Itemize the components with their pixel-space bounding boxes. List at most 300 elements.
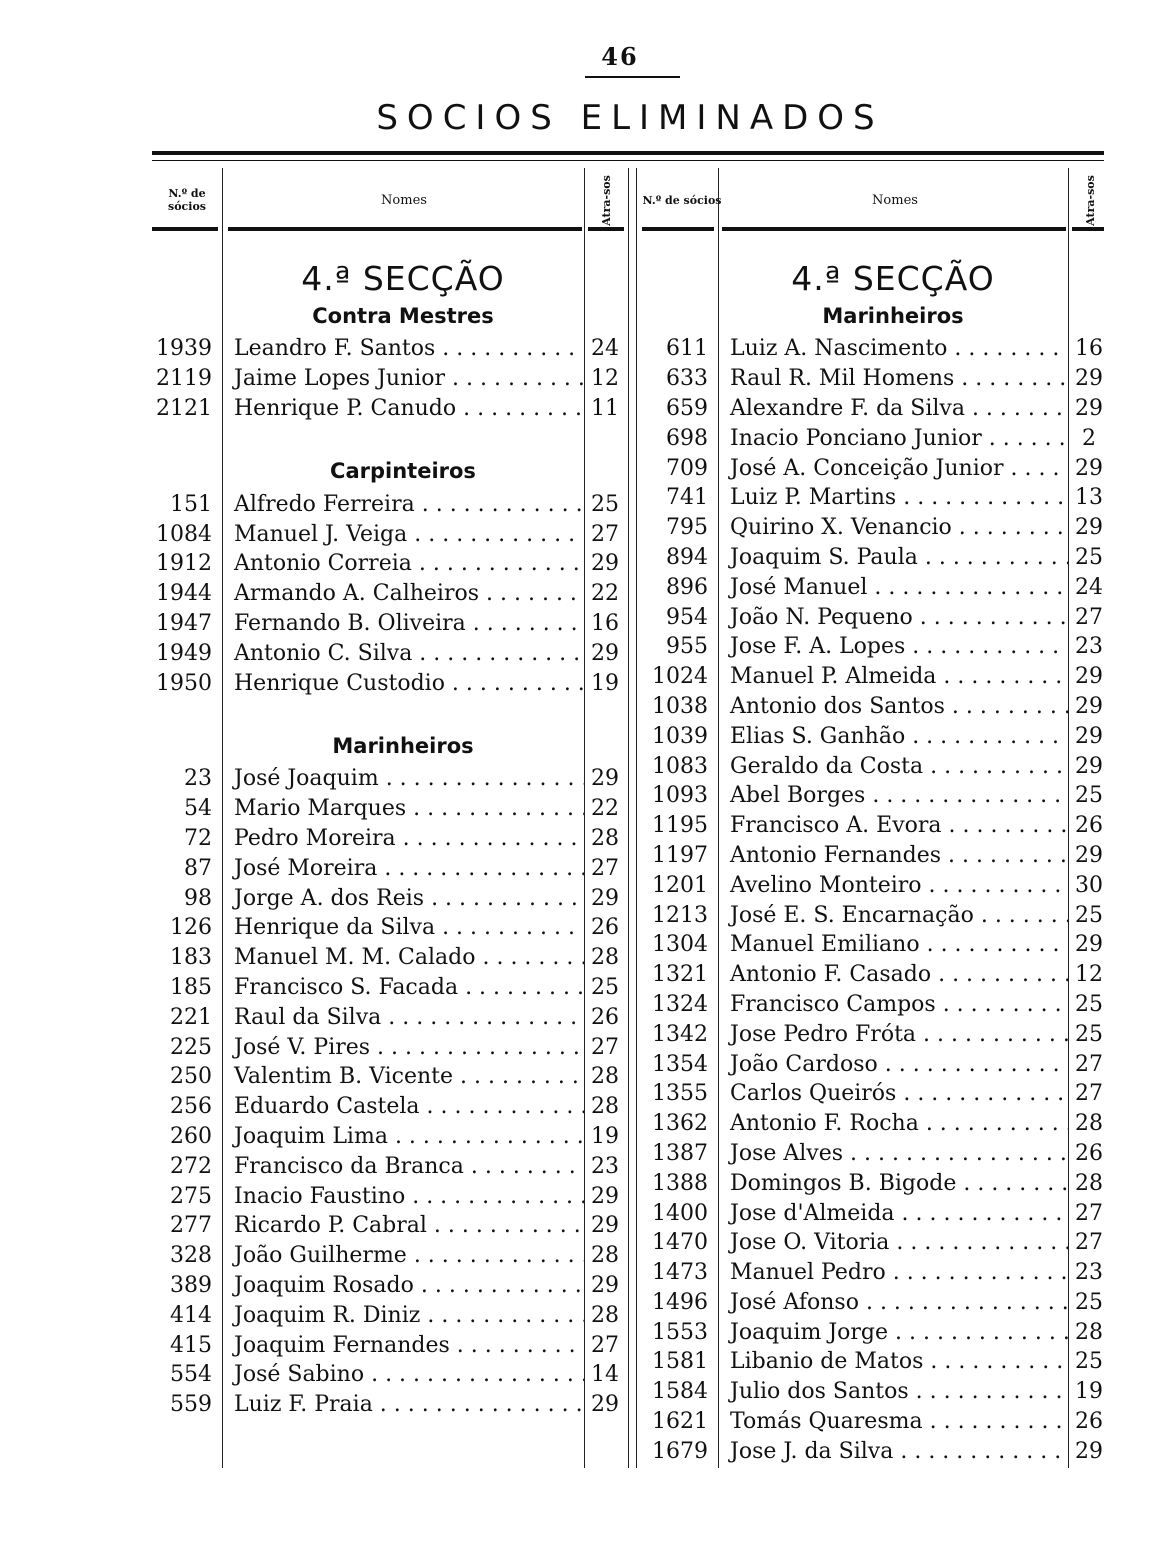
- member-number: 554: [170, 1362, 212, 1388]
- arrears-value: 16: [591, 610, 619, 636]
- section-heading: 4.ª SECÇÃO: [791, 259, 995, 298]
- member-name: Raul R. Mil Homens . . .: [718, 366, 1068, 391]
- member-number: 54: [184, 796, 212, 822]
- member-name: Inacio Faustino . . .: [222, 1184, 584, 1209]
- member-number: 225: [170, 1034, 212, 1060]
- member-number: 1949: [156, 640, 212, 666]
- member-row: [152, 579, 626, 609]
- member-row: [152, 1062, 626, 1092]
- member-name: Luiz A. Nascimento . . .: [718, 336, 1068, 361]
- group-heading: Contra Mestres: [312, 304, 494, 328]
- column-rule: [628, 168, 629, 1468]
- member-number: 2119: [156, 366, 212, 392]
- member-row: [152, 1032, 626, 1062]
- member-row: [640, 870, 1110, 900]
- member-row: [640, 632, 1110, 662]
- arrears-value: 27: [1075, 1200, 1103, 1226]
- member-name: Henrique Custodio . . .: [222, 671, 584, 696]
- member-row: [640, 990, 1110, 1020]
- member-row: [152, 668, 626, 698]
- arrears-value: 29: [1075, 693, 1103, 719]
- member-name: Jose d'Almeida . . .: [718, 1201, 1068, 1226]
- member-number: 221: [170, 1004, 212, 1030]
- member-number: 1944: [156, 581, 212, 607]
- page-number: 46: [601, 42, 639, 71]
- member-name: Avelino Monteiro . . .: [718, 873, 1068, 898]
- page-title: SOCIOS ELIMINADOS: [376, 98, 884, 138]
- group-heading: Marinheiros: [822, 304, 964, 328]
- member-name: Jose Alves . . .: [718, 1141, 1068, 1166]
- member-name: Francisco Campos . . .: [718, 992, 1068, 1017]
- member-row: [640, 751, 1110, 781]
- member-name: Joaquim Fernandes . . .: [222, 1333, 584, 1358]
- arrears-value: 26: [1075, 1140, 1103, 1166]
- member-row: [640, 1049, 1110, 1079]
- member-number: 698: [666, 425, 708, 451]
- arrears-value: 29: [1075, 455, 1103, 481]
- member-row: [152, 913, 626, 943]
- member-name: Manuel P. Almeida . . .: [718, 664, 1068, 689]
- member-row: [152, 824, 626, 854]
- arrears-value: 25: [591, 491, 619, 517]
- member-number: 1400: [652, 1200, 708, 1226]
- member-row: [152, 1360, 626, 1390]
- member-number: 1355: [652, 1081, 708, 1107]
- arrears-value: 27: [1075, 604, 1103, 630]
- member-name: Armando A. Calheiros . . .: [222, 581, 584, 606]
- member-row: [640, 721, 1110, 751]
- member-row: [640, 1347, 1110, 1377]
- member-name: José Moreira . . .: [222, 856, 584, 881]
- arrears-value: 29: [591, 1272, 619, 1298]
- member-number: 1470: [652, 1230, 708, 1256]
- arrears-value: 24: [591, 336, 619, 362]
- member-name: Mario Marques . . .: [222, 796, 584, 821]
- member-number: 1362: [652, 1111, 708, 1137]
- arrears-value: 27: [591, 1034, 619, 1060]
- member-number: 1621: [652, 1409, 708, 1435]
- header-arrears-right: Atra-sos: [1083, 174, 1097, 226]
- member-row: [152, 1092, 626, 1122]
- member-row: [640, 483, 1110, 513]
- member-number: 1083: [652, 753, 708, 779]
- member-name: Luiz P. Martins . . .: [718, 485, 1068, 510]
- member-name: Manuel M. M. Calado . . .: [222, 945, 584, 970]
- member-name: Manuel J. Veiga . . .: [222, 522, 584, 547]
- arrears-value: 13: [1075, 485, 1103, 511]
- member-row: [640, 1228, 1110, 1258]
- member-number: 1947: [156, 610, 212, 636]
- member-name: Valentim B. Vicente . . .: [222, 1064, 584, 1089]
- member-name: Leandro F. Santos . . .: [222, 336, 584, 361]
- column-rule: [636, 168, 637, 1468]
- member-row: [640, 1407, 1110, 1437]
- member-name: Jose Pedro Fróta . . .: [718, 1022, 1068, 1047]
- arrears-value: 22: [591, 796, 619, 822]
- member-number: 1304: [652, 932, 708, 958]
- member-number: 741: [666, 485, 708, 511]
- member-name: Geraldo da Costa . . .: [718, 754, 1068, 779]
- top-rule-thick: [152, 151, 1104, 155]
- member-number: 894: [666, 544, 708, 570]
- member-row: [640, 960, 1110, 990]
- arrears-value: 28: [1075, 1170, 1103, 1196]
- member-name: Henrique P. Canudo . . .: [222, 396, 584, 421]
- arrears-value: 25: [1075, 1349, 1103, 1375]
- member-name: José A. Conceição Junior . . .: [718, 456, 1068, 481]
- arrears-value: 25: [1075, 991, 1103, 1017]
- arrears-value: 27: [591, 1332, 619, 1358]
- member-row: [152, 764, 626, 794]
- member-row: [152, 973, 626, 1003]
- member-number: 151: [170, 491, 212, 517]
- member-row: [640, 1079, 1110, 1109]
- arrears-value: 29: [591, 1213, 619, 1239]
- member-name: Jose F. A. Lopes . . .: [718, 634, 1068, 659]
- left-column-block: [152, 238, 626, 1420]
- member-name: Quirino X. Venancio . . .: [718, 515, 1068, 540]
- arrears-value: 29: [1075, 1438, 1103, 1464]
- header-names-right: Nomes: [872, 192, 918, 208]
- member-number: 328: [170, 1243, 212, 1269]
- member-name: Francisco A. Evora . . .: [718, 813, 1068, 838]
- member-name: Tomás Quaresma . . .: [718, 1409, 1068, 1434]
- arrears-value: 25: [1075, 783, 1103, 809]
- member-row: [152, 883, 626, 913]
- member-row: [640, 841, 1110, 871]
- member-name: João N. Pequeno . . .: [718, 605, 1068, 630]
- member-name: Alfredo Ferreira . . .: [222, 492, 584, 517]
- member-number: 1581: [652, 1349, 708, 1375]
- member-row: [640, 1288, 1110, 1318]
- member-row: [152, 1151, 626, 1181]
- arrears-value: 11: [591, 395, 619, 421]
- member-number: 1388: [652, 1170, 708, 1196]
- header-rule: [642, 227, 714, 231]
- member-number: 1321: [652, 962, 708, 988]
- member-number: 126: [170, 915, 212, 941]
- member-name: Fernando B. Oliveira . . .: [222, 611, 584, 636]
- member-name: Joaquim R. Diniz . . .: [222, 1303, 584, 1328]
- member-row: [640, 1317, 1110, 1347]
- arrears-value: 16: [1075, 336, 1103, 362]
- arrears-value: 25: [1075, 902, 1103, 928]
- member-name: Libanio de Matos . . .: [718, 1349, 1068, 1374]
- arrears-value: 29: [591, 551, 619, 577]
- member-row: [152, 1181, 626, 1211]
- member-row: [152, 638, 626, 668]
- member-number: 1195: [652, 813, 708, 839]
- member-row: [640, 1109, 1110, 1139]
- member-name: Antonio Fernandes . . .: [718, 843, 1068, 868]
- member-number: 1939: [156, 336, 212, 362]
- member-name: José Sabino . . .: [222, 1362, 584, 1387]
- member-number: 611: [666, 336, 708, 362]
- member-row: [640, 334, 1110, 364]
- member-name: Manuel Pedro . . .: [718, 1260, 1068, 1285]
- member-number: 23: [184, 766, 212, 792]
- member-row: [152, 1330, 626, 1360]
- member-name: Antonio Correia . . .: [222, 551, 584, 576]
- arrears-value: 22: [591, 581, 619, 607]
- member-name: Carlos Queirós . . .: [718, 1081, 1068, 1106]
- member-number: 260: [170, 1123, 212, 1149]
- member-row: [152, 853, 626, 883]
- member-row: [152, 1390, 626, 1420]
- member-number: 185: [170, 974, 212, 1000]
- member-name: Jaime Lopes Junior . . .: [222, 366, 584, 391]
- arrears-value: 26: [591, 1004, 619, 1030]
- member-row: [640, 1436, 1110, 1466]
- right-column-block: [640, 238, 1110, 1466]
- member-number: 275: [170, 1183, 212, 1209]
- member-number: 1024: [652, 664, 708, 690]
- arrears-value: 28: [591, 1064, 619, 1090]
- member-name: Manuel Emiliano . . .: [718, 932, 1068, 957]
- header-rule: [722, 227, 1066, 231]
- arrears-value: 23: [1075, 1260, 1103, 1286]
- member-number: 954: [666, 604, 708, 630]
- member-name: Pedro Moreira . . .: [222, 826, 584, 851]
- member-row: [640, 930, 1110, 960]
- header-member-number-right: N.º de sócios: [642, 193, 722, 207]
- member-name: Jorge A. dos Reis . . .: [222, 886, 584, 911]
- arrears-value: 29: [1075, 664, 1103, 690]
- arrears-value: 25: [591, 974, 619, 1000]
- member-number: 1084: [156, 521, 212, 547]
- arrears-value: 26: [1075, 1409, 1103, 1435]
- member-row: [152, 1300, 626, 1330]
- member-name: Francisco S. Facada . . .: [222, 975, 584, 1000]
- member-name: Abel Borges . . .: [718, 783, 1068, 808]
- header-rule: [228, 227, 582, 231]
- member-name: Jose J. da Silva . . .: [718, 1439, 1068, 1464]
- arrears-value: 27: [1075, 1230, 1103, 1256]
- arrears-value: 28: [591, 945, 619, 971]
- member-row: [152, 1122, 626, 1152]
- arrears-value: 29: [1075, 753, 1103, 779]
- arrears-value: 25: [1075, 1289, 1103, 1315]
- arrears-value: 24: [1075, 574, 1103, 600]
- page-number-rule: [585, 76, 680, 78]
- arrears-value: 25: [1075, 1021, 1103, 1047]
- member-name: João Cardoso . . .: [718, 1052, 1068, 1077]
- member-row: [640, 453, 1110, 483]
- member-row: [640, 781, 1110, 811]
- member-number: 72: [184, 825, 212, 851]
- member-number: 277: [170, 1213, 212, 1239]
- arrears-value: 27: [1075, 1081, 1103, 1107]
- member-number: 1387: [652, 1140, 708, 1166]
- arrears-value: 14: [591, 1362, 619, 1388]
- member-number: 795: [666, 515, 708, 541]
- arrears-value: 29: [591, 885, 619, 911]
- arrears-value: 19: [1075, 1379, 1103, 1405]
- member-number: 87: [184, 855, 212, 881]
- member-row: [640, 900, 1110, 930]
- member-name: Joaquim Rosado . . .: [222, 1273, 584, 1298]
- member-number: 415: [170, 1332, 212, 1358]
- member-row: [640, 811, 1110, 841]
- arrears-value: 23: [1075, 634, 1103, 660]
- arrears-value: 27: [591, 521, 619, 547]
- member-number: 98: [184, 885, 212, 911]
- member-name: Antonio F. Casado . . .: [718, 962, 1068, 987]
- member-name: Antonio F. Rocha . . .: [718, 1111, 1068, 1136]
- member-row: [640, 423, 1110, 453]
- arrears-value: 19: [591, 670, 619, 696]
- member-row: [640, 1198, 1110, 1228]
- member-row: [640, 1377, 1110, 1407]
- member-number: 250: [170, 1064, 212, 1090]
- member-row: [152, 1271, 626, 1301]
- arrears-value: 27: [1075, 1051, 1103, 1077]
- member-name: Alexandre F. da Silva . . .: [718, 396, 1068, 421]
- member-row: [640, 662, 1110, 692]
- member-number: 1342: [652, 1021, 708, 1047]
- member-number: 1213: [652, 902, 708, 928]
- arrears-value: 28: [1075, 1111, 1103, 1137]
- arrears-value: 29: [591, 640, 619, 666]
- arrears-value: 12: [591, 366, 619, 392]
- member-row: [640, 1139, 1110, 1169]
- member-name: Ricardo P. Cabral . . .: [222, 1213, 584, 1238]
- member-name: Antonio dos Santos . . .: [718, 694, 1068, 719]
- member-row: [640, 364, 1110, 394]
- arrears-value: 27: [591, 855, 619, 881]
- arrears-value: 28: [591, 1243, 619, 1269]
- arrears-value: 29: [1075, 723, 1103, 749]
- arrears-value: 29: [591, 1392, 619, 1418]
- arrears-value: 12: [1075, 962, 1103, 988]
- arrears-value: 28: [1075, 1319, 1103, 1345]
- arrears-value: 26: [591, 915, 619, 941]
- header-arrears-left: Atra-sos: [599, 174, 613, 226]
- arrears-value: 29: [1075, 366, 1103, 392]
- member-number: 1912: [156, 551, 212, 577]
- arrears-value: 23: [591, 1153, 619, 1179]
- group-heading: Marinheiros: [332, 733, 474, 758]
- member-number: 256: [170, 1094, 212, 1120]
- member-name: Joaquim S. Paula . . .: [718, 545, 1068, 570]
- arrears-value: 26: [1075, 813, 1103, 839]
- arrears-value: 25: [1075, 544, 1103, 570]
- header-rule: [152, 227, 218, 231]
- member-row: [152, 394, 626, 424]
- header-names-left: Nomes: [381, 192, 427, 208]
- member-number: 1950: [156, 670, 212, 696]
- header-rule: [588, 227, 624, 231]
- member-number: 709: [666, 455, 708, 481]
- member-name: Raul da Silva . . .: [222, 1005, 584, 1030]
- member-number: 1324: [652, 991, 708, 1017]
- header-member-number-left: N.º de sócios: [168, 187, 206, 213]
- member-row: [152, 334, 626, 364]
- member-row: [640, 1019, 1110, 1049]
- arrears-value: 30: [1075, 872, 1103, 898]
- arrears-value: 19: [591, 1123, 619, 1149]
- member-row: [152, 609, 626, 639]
- member-row: [640, 692, 1110, 722]
- member-name: Antonio C. Silva . . .: [222, 641, 584, 666]
- arrears-value: 28: [591, 1302, 619, 1328]
- member-number: 389: [170, 1272, 212, 1298]
- member-row: [640, 1168, 1110, 1198]
- arrears-value: 29: [591, 766, 619, 792]
- member-row: [640, 572, 1110, 602]
- member-name: João Guilherme . . .: [222, 1243, 584, 1268]
- member-row: [152, 549, 626, 579]
- arrears-value: 2: [1082, 425, 1096, 451]
- member-name: Luiz F. Praia . . .: [222, 1392, 584, 1417]
- member-name: Henrique da Silva . . .: [222, 915, 584, 940]
- section-heading: 4.ª SECÇÃO: [301, 259, 505, 298]
- member-row: [152, 1211, 626, 1241]
- member-number: 955: [666, 634, 708, 660]
- member-row: [640, 513, 1110, 543]
- member-name: Inacio Ponciano Junior . . .: [718, 426, 1068, 451]
- member-row: [640, 1258, 1110, 1288]
- member-number: 1354: [652, 1051, 708, 1077]
- member-name: José Manuel . . .: [718, 575, 1068, 600]
- member-number: 2121: [156, 395, 212, 421]
- member-number: 559: [170, 1392, 212, 1418]
- arrears-value: 29: [1075, 515, 1103, 541]
- member-number: 1584: [652, 1379, 708, 1405]
- member-row: [640, 602, 1110, 632]
- member-name: Elias S. Ganhão . . .: [718, 724, 1068, 749]
- member-name: Jose O. Vitoria . . .: [718, 1230, 1068, 1255]
- member-row: [152, 489, 626, 519]
- member-name: José V. Pires . . .: [222, 1035, 584, 1060]
- member-number: 1679: [652, 1438, 708, 1464]
- group-spacer: [152, 698, 626, 728]
- header-rule: [1072, 227, 1104, 231]
- member-name: Julio dos Santos . . .: [718, 1379, 1068, 1404]
- member-name: Joaquim Lima . . .: [222, 1124, 584, 1149]
- member-name: Joaquim Jorge . . .: [718, 1320, 1068, 1345]
- member-number: 659: [666, 395, 708, 421]
- arrears-value: 28: [591, 1094, 619, 1120]
- member-number: 183: [170, 945, 212, 971]
- member-row: [152, 364, 626, 394]
- member-number: 633: [666, 366, 708, 392]
- top-rule-thin: [152, 160, 1104, 161]
- member-number: 1093: [652, 783, 708, 809]
- member-number: 1473: [652, 1260, 708, 1286]
- member-name: José Afonso . . .: [718, 1290, 1068, 1315]
- member-number: 1197: [652, 842, 708, 868]
- member-number: 272: [170, 1153, 212, 1179]
- member-row: [152, 519, 626, 549]
- member-row: [640, 394, 1110, 424]
- member-name: Domingos B. Bigode . . .: [718, 1171, 1068, 1196]
- member-name: Eduardo Castela . . .: [222, 1094, 584, 1119]
- member-row: [152, 1241, 626, 1271]
- member-name: José E. S. Encarnação . . .: [718, 903, 1068, 928]
- arrears-value: 29: [1075, 932, 1103, 958]
- arrears-value: 29: [591, 1183, 619, 1209]
- member-row: [152, 1002, 626, 1032]
- member-row: [152, 943, 626, 973]
- member-number: 1553: [652, 1319, 708, 1345]
- member-number: 1039: [652, 723, 708, 749]
- arrears-value: 28: [591, 825, 619, 851]
- member-row: [640, 543, 1110, 573]
- member-number: 414: [170, 1302, 212, 1328]
- arrears-value: 29: [1075, 842, 1103, 868]
- member-name: Francisco da Branca . . .: [222, 1154, 584, 1179]
